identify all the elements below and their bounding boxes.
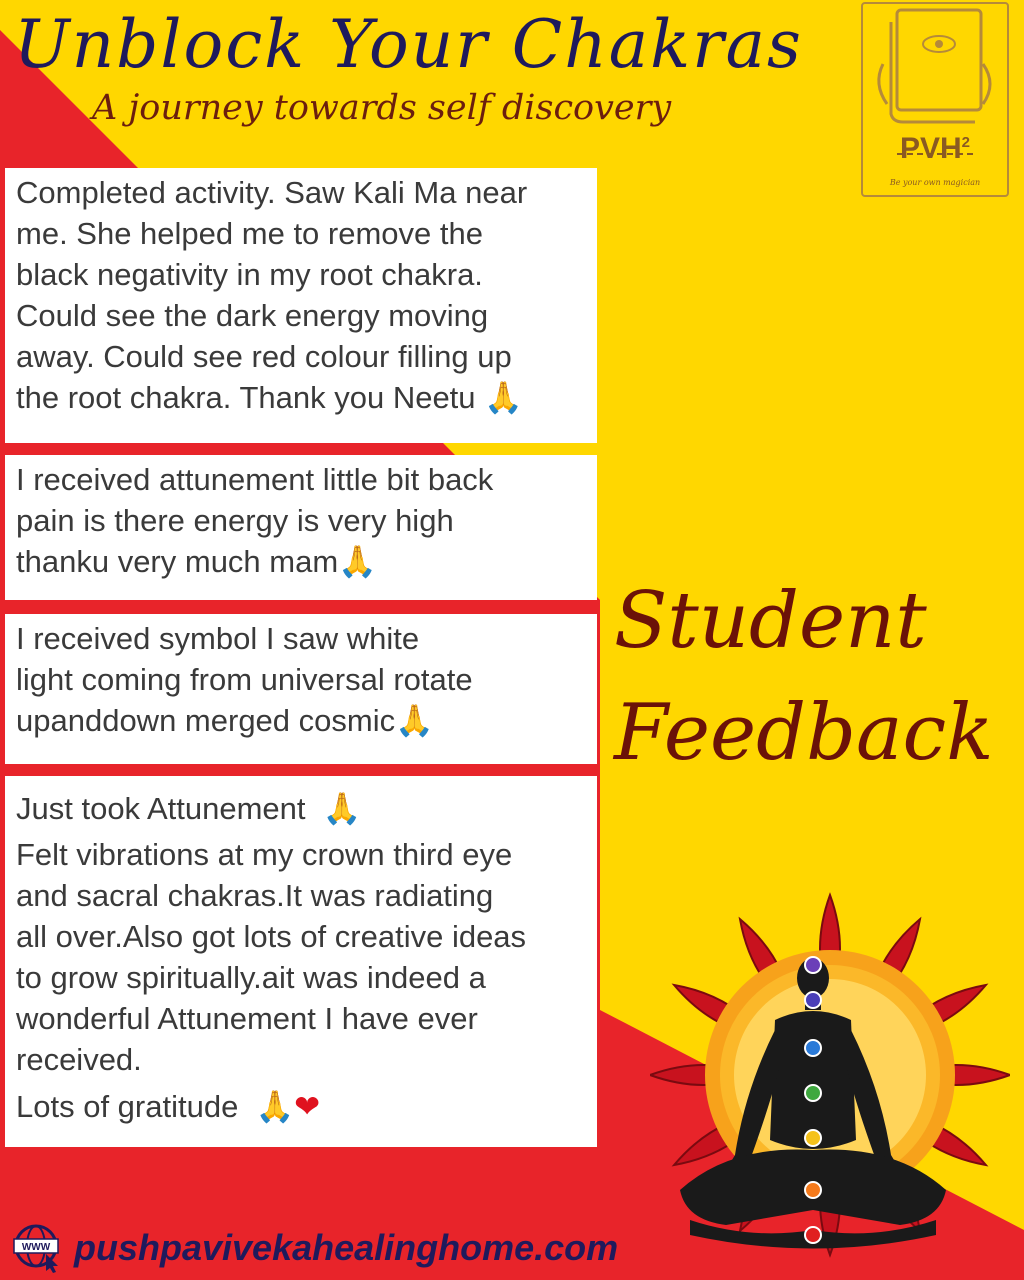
page-title: Unblock Your Chakras [14, 6, 803, 83]
feedback-line: to grow spiritually.ait was indeed a [16, 960, 486, 995]
feedback-line: upanddown merged cosmic🙏 [16, 703, 434, 739]
feedback-card-4 [5, 776, 597, 1147]
feedback-line: all over.Also got lots of creative ideas [16, 919, 527, 954]
feedback-line: away. Could see red colour filling up [16, 339, 512, 374]
feedback-card-2 [5, 455, 597, 600]
www-globe-icon [12, 1222, 64, 1274]
section-heading-line-2: Feedback [614, 688, 994, 778]
section-heading [614, 565, 994, 789]
feedback-line: pain is there energy is very high [16, 503, 454, 538]
meditating-figure-chakra-icon [650, 890, 1010, 1270]
footer [12, 1222, 618, 1274]
feedback-line: black negativity in my root chakra. [16, 257, 483, 292]
folded-hands-icon: 🙏 [395, 703, 434, 739]
heart-icon: ❤ [294, 1089, 321, 1125]
feedback-line: wonderful Attunement I have ever [16, 1001, 478, 1036]
folded-hands-icon: 🙏 [338, 544, 377, 580]
feedback-line: thanku very much mam🙏 [16, 544, 377, 580]
feedback-card-1 [5, 168, 597, 443]
folded-hands-icon: 🙏 [322, 791, 362, 827]
section-heading-line-1: Student [614, 576, 927, 666]
feedback-line: me. She helped me to remove the [16, 216, 483, 251]
feedback-line: I received symbol I saw white [16, 621, 420, 656]
book-eye-icon [863, 4, 1011, 199]
feedback-line: light coming from universal rotate [16, 662, 473, 697]
feedback-line: I received attunement little bit back [16, 462, 494, 497]
website-link[interactable]: pushpavivekahealinghome.com [74, 1227, 619, 1268]
page-subtitle: A journey towards self discovery [92, 88, 672, 128]
folded-hands-icon: 🙏 [255, 1089, 295, 1125]
logo-tagline: Be your own magician [889, 178, 981, 187]
feedback-card-3 [5, 614, 597, 764]
feedback-line: and sacral chakras.It was radiating [16, 878, 494, 913]
feedback-closing: Lots of gratitude 🙏❤ [16, 1089, 321, 1125]
feedback-line: Completed activity. Saw Kali Ma near [16, 175, 528, 210]
brand-logo [861, 2, 1009, 197]
www-label: WWW [21, 1242, 51, 1253]
feedback-line: Could see the dark energy moving [16, 298, 489, 333]
logo-text: PVH$^2$ [899, 132, 971, 165]
feedback-line: the root chakra. Thank you Neetu 🙏 [16, 380, 523, 416]
feedback-title: Just took Attunement 🙏 [16, 791, 362, 827]
feedback-line: Felt vibrations at my crown third eye [16, 837, 513, 872]
feedback-line: received. [16, 1042, 142, 1077]
folded-hands-icon: 🙏 [484, 380, 523, 416]
